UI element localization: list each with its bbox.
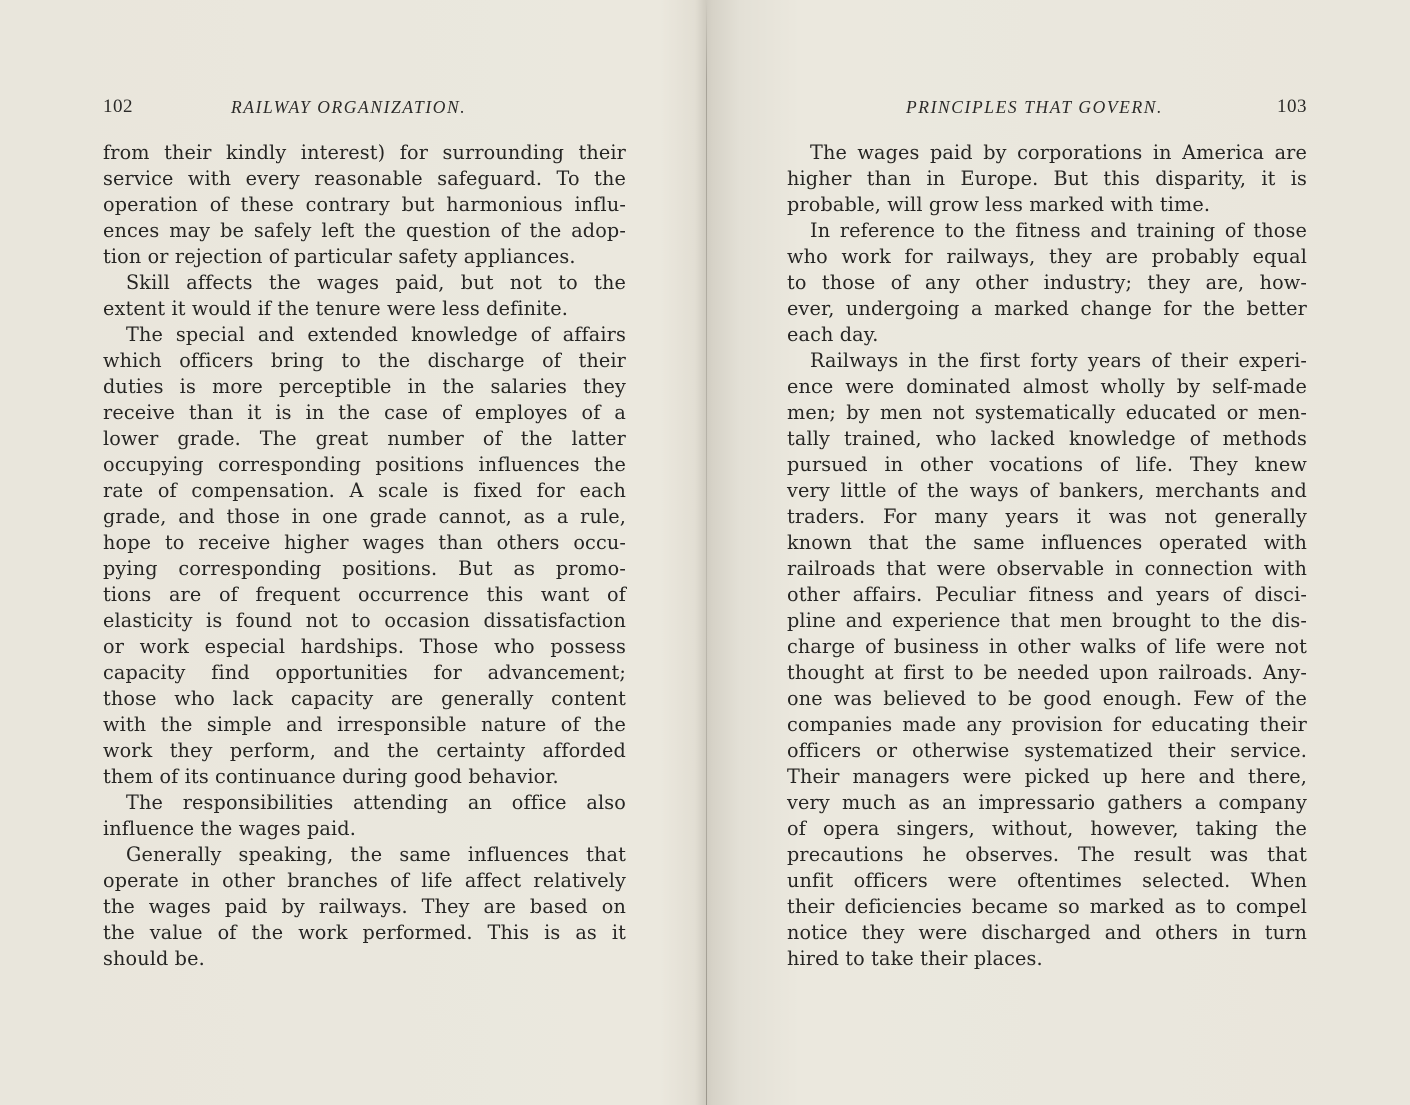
- text-line: occupying corresponding positions influences the: [103, 453, 626, 476]
- text-line: who work for railways, they are probably equal: [787, 245, 1307, 268]
- text-line: officers or otherwise systematized their service.: [787, 739, 1307, 762]
- text-line: them of its continuance during good behavior.: [103, 765, 559, 788]
- text-line: tally trained, who lacked knowledge of methods: [787, 427, 1307, 450]
- text-line: pline and experience that men brought to the dis-: [787, 609, 1307, 632]
- running-title: RAILWAY ORGANIZATION.: [231, 97, 467, 117]
- text-line: traders. For many years it was not generally: [787, 505, 1307, 528]
- text-line: notice they were discharged and others in turn: [787, 921, 1307, 944]
- text-line: ence were dominated almost wholly by self-made: [787, 375, 1307, 398]
- text-line: charge of business in other walks of life were not: [787, 635, 1307, 658]
- text-line: or work especial hardships. Those who possess: [103, 635, 626, 658]
- text-line: tion or rejection of particular safety appliances.: [103, 245, 576, 268]
- text-line: extent it would if the tenure were less definite.: [103, 297, 569, 320]
- text-line: railroads that were observable in connection with: [787, 557, 1307, 580]
- text-line: ever, undergoing a marked change for the better: [787, 297, 1307, 320]
- text-line: with the simple and irresponsible nature of the: [103, 713, 626, 736]
- text-line: pying corresponding positions. But as promo-: [103, 557, 626, 580]
- text-line: other affairs. Peculiar fitness and years of disci-: [787, 583, 1307, 606]
- text-line: Railways in the first forty years of their experi-: [810, 349, 1307, 372]
- text-line: The wages paid by corporations in America are: [810, 141, 1307, 164]
- text-line: their deficiencies became so marked as to compel: [787, 895, 1307, 918]
- text-line: work they perform, and the certainty afforded: [103, 739, 626, 762]
- page-number: 102: [103, 96, 133, 117]
- text-line: operate in other branches of life affect relatively: [103, 869, 626, 892]
- text-line: hired to take their places.: [787, 947, 1043, 970]
- text-line: probable, will grow less marked with time.: [787, 193, 1211, 216]
- left-page-body: [103, 140, 626, 972]
- text-line: grade, and those in one grade cannot, as a rule,: [103, 505, 626, 528]
- text-line: the value of the work performed. This is as it: [103, 921, 626, 944]
- text-line: receive than it is in the case of employes of a: [103, 401, 626, 424]
- page-number: 103: [1277, 96, 1307, 117]
- text-line: thought at first to be needed upon railroads. Any-: [787, 661, 1307, 684]
- text-line: very little of the ways of bankers, merchants and: [787, 479, 1307, 502]
- text-line: rate of compensation. A scale is fixed for each: [103, 479, 626, 502]
- text-line: duties is more perceptible in the salaries they: [103, 375, 626, 398]
- text-line: companies made any provision for educating their: [787, 713, 1307, 736]
- text-line: service with every reasonable safeguard. To the: [103, 167, 626, 190]
- right-page: [706, 0, 1410, 1105]
- text-line: those who lack capacity are generally content: [103, 687, 626, 710]
- text-line: which officers bring to the discharge of their: [103, 349, 626, 372]
- text-line: ences may be safely left the question of the adop-: [103, 219, 626, 242]
- text-line: capacity find opportunities for advancement;: [103, 661, 626, 684]
- text-line: tions are of frequent occurrence this want of: [103, 583, 626, 606]
- text-line: the wages paid by railways. They are based on: [103, 895, 626, 918]
- running-title: PRINCIPLES THAT GOVERN.: [906, 97, 1164, 117]
- text-line: operation of these contrary but harmonious influ-: [103, 193, 626, 216]
- text-line: known that the same influences operated with: [787, 531, 1307, 554]
- text-line: Generally speaking, the same influences that: [126, 843, 626, 866]
- text-line: influence the wages paid.: [103, 817, 356, 840]
- left-page-header: [103, 96, 626, 120]
- text-line: unfit officers were oftentimes selected. When: [787, 869, 1307, 892]
- text-line: from their kindly interest) for surrounding their: [103, 141, 626, 164]
- text-line: to those of any other industry; they are, how-: [787, 271, 1307, 294]
- text-line: pursued in other vocations of life. They knew: [787, 453, 1307, 476]
- text-line: The special and extended knowledge of affairs: [126, 323, 626, 346]
- text-line: each day.: [787, 323, 879, 346]
- text-line: should be.: [103, 947, 205, 970]
- text-line: higher than in Europe. But this disparity, it is: [787, 167, 1307, 190]
- text-line: Their managers were picked up here and there,: [787, 765, 1307, 788]
- text-line: very much as an impressario gathers a company: [787, 791, 1307, 814]
- text-line: lower grade. The great number of the latter: [103, 427, 626, 450]
- text-line: The responsibilities attending an office also: [126, 791, 626, 814]
- text-line: precautions he observes. The result was that: [787, 843, 1307, 866]
- text-line: of opera singers, without, however, taking the: [787, 817, 1307, 840]
- text-line: Skill affects the wages paid, but not to the: [126, 271, 626, 294]
- right-page-header: [787, 96, 1307, 120]
- right-page-body: [787, 140, 1307, 972]
- text-line: men; by men not systematically educated or men-: [787, 401, 1307, 424]
- text-line: hope to receive higher wages than others occu-: [103, 531, 626, 554]
- text-line: elasticity is found not to occasion dissatisfaction: [103, 609, 626, 632]
- text-line: In reference to the fitness and training of those: [810, 219, 1307, 242]
- text-line: one was believed to be good enough. Few of the: [787, 687, 1307, 710]
